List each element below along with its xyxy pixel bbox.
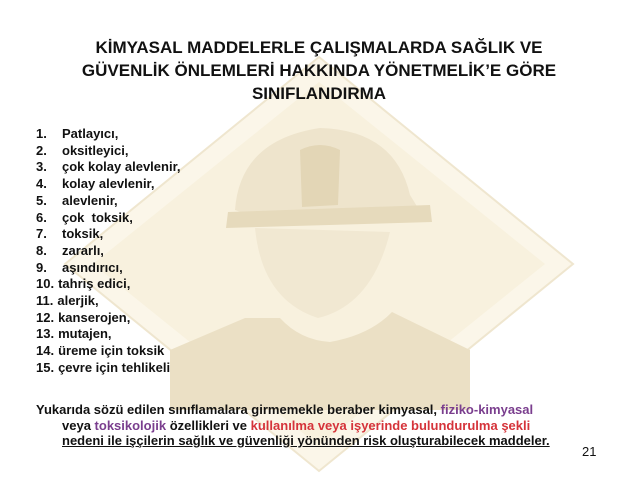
list-item-number: 14. xyxy=(36,343,55,359)
list-item-label: oksitleyici, xyxy=(62,142,129,158)
page-number: 21 xyxy=(582,444,597,459)
list-item-number: 13. xyxy=(36,326,55,342)
list-item-number: 10. xyxy=(36,276,55,292)
highlight-kullanilma: kullanılma veya işyerinde bulundurulma şekli xyxy=(250,417,531,433)
paragraph-line-1 xyxy=(36,402,606,418)
list-item-number: 1. xyxy=(36,126,47,141)
list-item-label: çevre için tehlikeli xyxy=(58,359,171,375)
list-item xyxy=(36,159,181,176)
list-item xyxy=(36,343,181,360)
list-item xyxy=(36,126,181,143)
list-item-label: alevlenir, xyxy=(62,192,118,208)
list-item xyxy=(36,276,181,293)
paragraph-line-2 xyxy=(36,418,606,434)
list-item-label: mutajen, xyxy=(58,326,112,342)
slide-title xyxy=(30,36,608,105)
list-item-label: alerjik, xyxy=(57,293,99,309)
list-item-label: çok kolay alevlenir, xyxy=(62,159,181,175)
list-item-number: 6. xyxy=(36,209,47,225)
list-item xyxy=(36,193,181,210)
list-item-label: Patlayıcı, xyxy=(62,126,119,141)
list-item-number: 8. xyxy=(36,242,47,258)
list-item-label: tahriş edici, xyxy=(58,276,131,292)
list-item xyxy=(36,143,181,160)
list-item xyxy=(36,243,181,260)
list-item xyxy=(36,226,181,243)
title-line-2: GÜVENLİK ÖNLEMLERİ HAKKINDA YÖNETMELİK’E GÖRE xyxy=(81,61,557,80)
list-item-number: 4. xyxy=(36,176,47,192)
list-item xyxy=(36,260,181,277)
list-item xyxy=(36,310,181,327)
list-item-number: 2. xyxy=(36,142,47,158)
classification-list xyxy=(36,126,181,377)
paragraph-text: özellikleri ve xyxy=(166,417,251,433)
list-item-number: 12. xyxy=(36,309,55,325)
list-item xyxy=(36,326,181,343)
list-item-label: kolay alevlenir, xyxy=(62,176,155,192)
paragraph-text: Yukarıda sözü edilen sınıflamalara girmemekle beraber kimyasal, xyxy=(36,402,441,417)
list-item xyxy=(36,293,181,310)
list-item-number: 15. xyxy=(36,359,55,375)
paragraph-text: veya xyxy=(62,417,95,433)
list-item xyxy=(36,360,181,377)
paragraph-line-3 xyxy=(36,433,606,449)
list-item-number: 11. xyxy=(36,293,54,309)
title-line-1: KİMYASAL MADDELERLE ÇALIŞMALARDA SAĞLIK VE xyxy=(95,38,543,57)
list-item-label: aşındırıcı, xyxy=(62,259,123,275)
list-item xyxy=(36,210,181,227)
list-item-label: zararlı, xyxy=(62,242,104,258)
list-item-number: 7. xyxy=(36,226,47,242)
list-item-number: 3. xyxy=(36,159,47,175)
paragraph-text: nedeni ile işçilerin sağlık ve güvenliği yönünden risk oluşturabilecek maddeler. xyxy=(62,433,550,448)
list-item-label: kanserojen, xyxy=(58,309,131,325)
list-item-number: 5. xyxy=(36,192,47,208)
list-item-label: çok toksik, xyxy=(62,209,133,225)
list-item xyxy=(36,176,181,193)
highlight-fiziko-kimyasal: fiziko-kimyasal xyxy=(440,402,534,417)
note-paragraph xyxy=(36,402,606,449)
highlight-toksikolojik: toksikolojik xyxy=(94,417,167,433)
list-item-label: toksik, xyxy=(62,226,104,242)
title-line-3: SINIFLANDIRMA xyxy=(251,84,387,103)
list-item-number: 9. xyxy=(36,259,47,275)
list-item-label: üreme için toksik xyxy=(58,343,165,359)
